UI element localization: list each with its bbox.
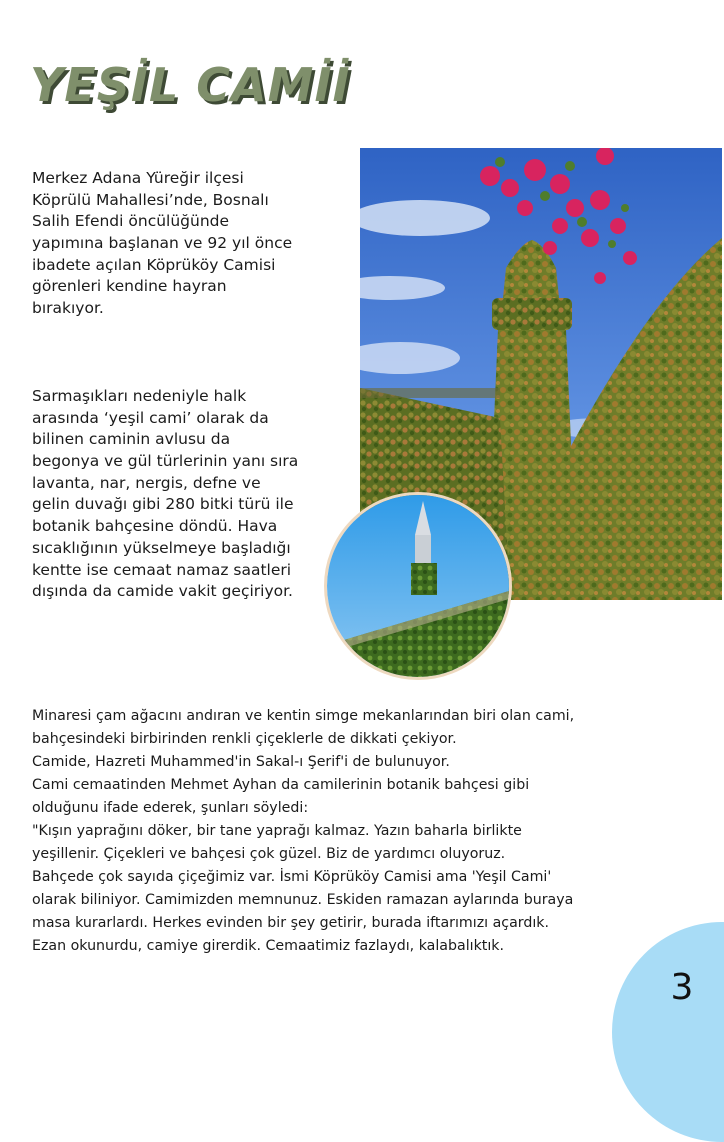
- body-line: masa kurarlardı. Herkes evinden bir şey getirir, burada iftarımızı açardık.: [32, 915, 550, 931]
- body-line: Camide, Hazreti Muhammed'in Sakal-ı Şerif'i de bulunuyor.: [32, 754, 450, 770]
- page-title: YEŞİL CAMİİ: [30, 58, 351, 112]
- body-line: Ezan okunurdu, camiye girerdik. Cemaatimiz fazlaydı, kalabalıktık.: [32, 938, 505, 954]
- mosque-detail-circle-photo: [324, 492, 512, 680]
- body-line: bahçesindeki birbirinden renkli çiçeklerle de dikkati çekiyor.: [32, 731, 457, 747]
- page-number: 3: [670, 967, 694, 1008]
- body-line: Bahçede çok sayıda çiçeğimiz var. İsmi Köprüköy Camisi ama 'Yeşil Cami': [32, 869, 552, 885]
- body-line: Cami cemaatinden Mehmet Ayhan da camilerinin botanik bahçesi gibi: [32, 777, 530, 793]
- body-line: yeşillenir. Çiçekleri ve bahçesi çok güzel. Biz de yardımcı oluyoruz.: [32, 846, 506, 862]
- body-line: olarak biliniyor. Camimizden memnunuz. Eskiden ramazan aylarında buraya: [32, 892, 574, 908]
- second-paragraph: Sarmaşıkları nedeniyle halk arasında ‘yeşil cami’ olarak da bilinen caminin avlusu da begonya ve gül türlerinin yanı sıra lavanta, nar, nergis, defne ve gelin duvağı gibi 280 bitki türü ile botanik bahçesine döndü. Hava sıcaklığının yükselmeye başladığı kentte ise cemaat namaz saatleri dışında da camide vakit geçiriyor.: [32, 387, 299, 601]
- minaret-closeup-illustration: [327, 495, 509, 677]
- body-line: olduğunu ifade ederek, şunları söyledi:: [32, 800, 309, 816]
- intro-paragraph: Merkez Adana Yüreğir ilçesi Köprülü Mahallesi’nde, Bosnalı Salih Efendi öncülüğünde yapımına başlanan ve 92 yıl önce ibadete açılan Köprüköy Camisi görenleri kendine hayran bırakıyor.: [32, 169, 293, 318]
- body-line: Minaresi çam ağacını andıran ve kentin simge mekanlarından biri olan cami,: [32, 708, 575, 724]
- body-line: "Kışın yaprağını döker, bir tane yaprağı kalmaz. Yazın baharla birlikte: [32, 823, 522, 839]
- article-body: [32, 705, 652, 958]
